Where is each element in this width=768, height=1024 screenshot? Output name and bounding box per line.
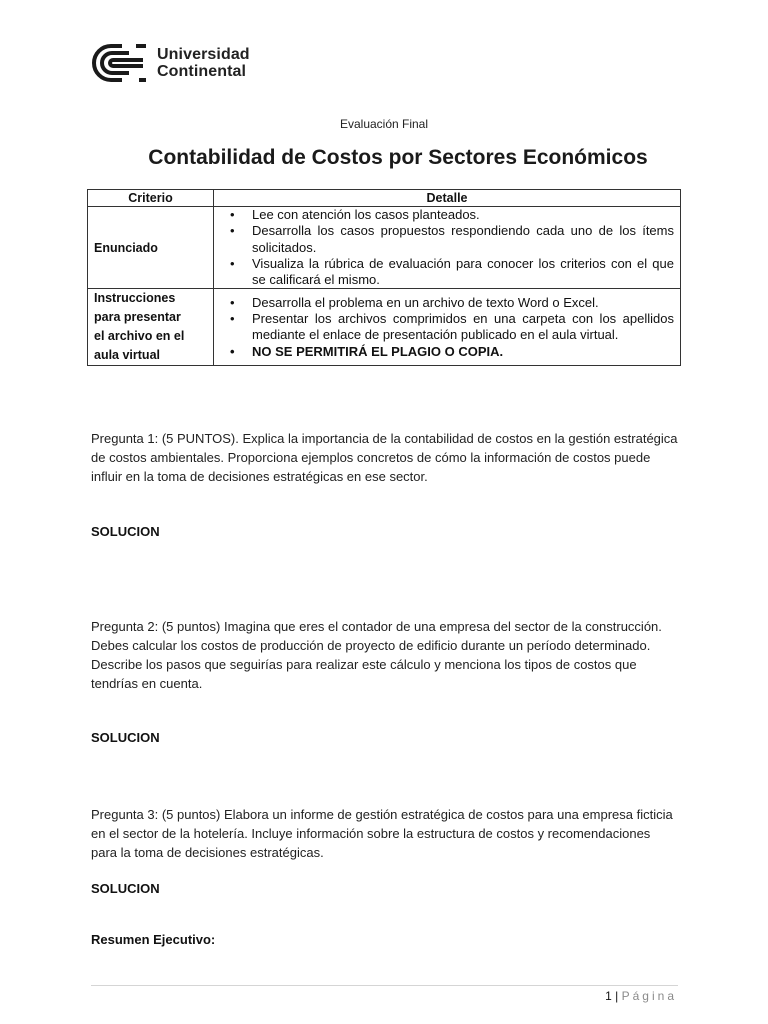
criterio-line: aula virtual [94, 348, 160, 363]
detalle-cell [214, 289, 681, 366]
university-logo [91, 41, 250, 85]
detalle-cell [214, 207, 681, 289]
detail-list [220, 295, 674, 360]
evaluation-label: Evaluación Final [339, 117, 429, 131]
footer-divider [91, 985, 678, 986]
question-3: Pregunta 3: (5 puntos) Elabora un informe de gestión estratégica de costos para una empresa ficticia en el sector de la hotelería. Incluye información sobre la estructura de costos y recomendaciones para la toma de decisiones estratégicas. [91, 807, 673, 860]
question-1: Pregunta 1: (5 PUNTOS). Explica la importancia de la contabilidad de costos en la gestión estratégica de costos ambientales. Proporciona ejemplos concretos de cómo la información de costos puede influir en la toma de decisiones estratégicas en ese sector. [91, 431, 678, 484]
document-title: Contabilidad de Costos por Sectores Económicos [148, 146, 648, 169]
logo-line-1: Universidad [157, 46, 250, 63]
logo-line-2: Continental [157, 63, 247, 80]
list-item: • NO SE PERMITIRÁ EL PLAGIO O COPIA. [252, 344, 674, 360]
criterio-cell [88, 289, 214, 366]
list-item: • Lee con atención los casos planteados. [252, 207, 674, 223]
logo-text [157, 46, 250, 80]
question-2: Pregunta 2: (5 puntos) Imagina que eres el contador de una empresa del sector de la construcción. Debes calcular los costos de producción de proyecto de edificio durante un período determinado. Describe los pasos que seguirías para realizar este cálculo y menciona los tipos de costos que tendrías en cuenta. [91, 619, 662, 691]
table-row [88, 289, 681, 366]
criterio-line: para presentar [94, 310, 181, 325]
list-item: • Desarrolla los casos propuestos respondiendo cada uno de los ítems solicitados. [252, 223, 674, 256]
column-header-detalle: Detalle [214, 190, 681, 207]
resumen-ejecutivo-heading: Resumen Ejecutivo: [91, 932, 216, 947]
continental-logo-icon [91, 41, 149, 85]
list-item: • Visualiza la rúbrica de evaluación para conocer los criterios con el que se calificará el mismo. [252, 256, 674, 289]
column-header-criterio: Criterio [88, 190, 214, 207]
criterio-line: Instrucciones [94, 291, 176, 306]
solution-label-3: SOLUCION [91, 881, 160, 896]
detail-list [220, 207, 674, 288]
page-footer [605, 989, 677, 1003]
page-number: 1 [605, 989, 612, 1003]
list-item: • Presentar los archivos comprimidos en una carpeta con los apellidos mediante el enlace de presentación publicado en el aula virtual. [252, 311, 674, 344]
criteria-table [87, 189, 681, 366]
solution-label-2: SOLUCION [91, 730, 160, 745]
criterio-line: el archivo en el [94, 329, 185, 344]
solution-label-1: SOLUCION [91, 524, 160, 539]
footer-separator: | [615, 989, 619, 1003]
page-word: Página [621, 989, 677, 1003]
table-header-row [88, 190, 681, 207]
list-item: • Desarrolla el problema en un archivo de texto Word o Excel. [252, 295, 674, 311]
criterio-cell: Enunciado [88, 207, 214, 289]
table-row [88, 207, 681, 289]
